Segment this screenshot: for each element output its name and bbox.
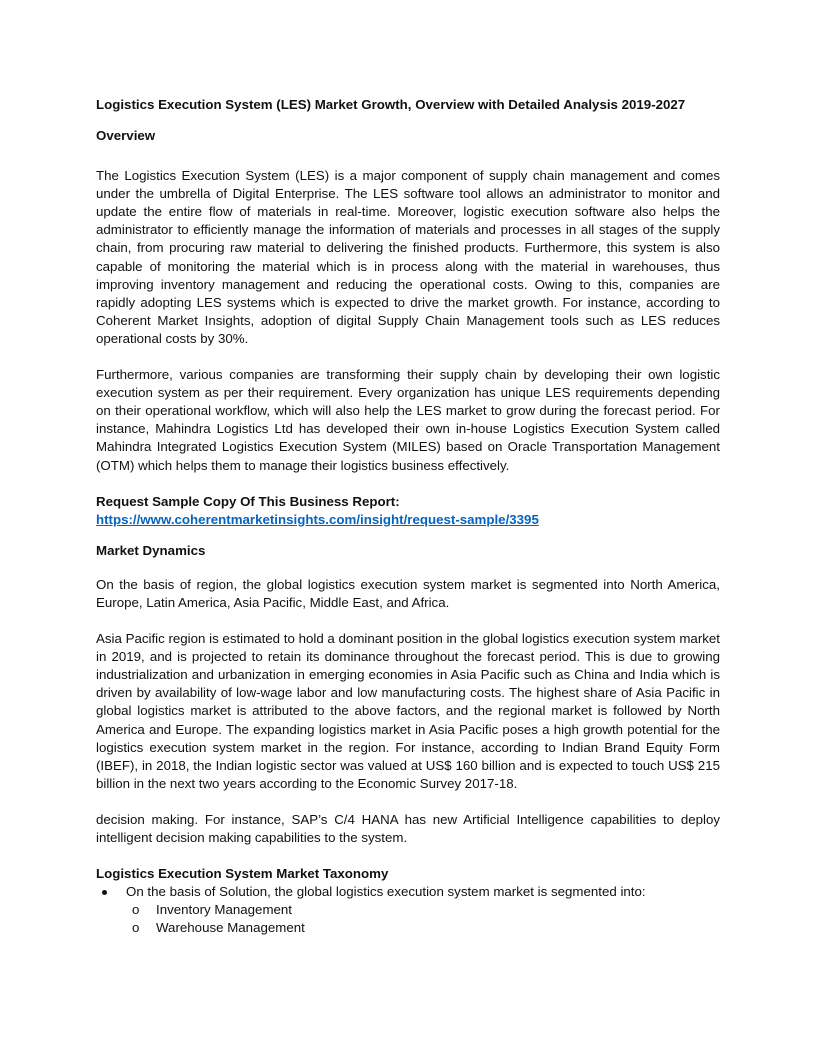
overview-paragraph-2: Furthermore, various companies are transforming their supply chain by developing their own logistic execution system as per their requirement. Every organization has unique LES requirements depending on their operational workflow, which will also help the LES market to grow during the forecast period. For instance, Mahindra Logistics Ltd has developed their own in-house Logistics Execution System called Mahindra Integrated Logistics Execution System (MILES) based on Oracle Transportation Management (OTM) which helps them to manage their logistics business effectively. [96, 367, 720, 473]
overview-heading: Overview [96, 128, 156, 143]
list-item [126, 901, 720, 919]
taxonomy-list [96, 883, 720, 937]
page-title: Logistics Execution System (LES) Market Growth, Overview with Detailed Analysis 2019-2027 [96, 97, 686, 112]
list-item [126, 919, 720, 937]
taxonomy-heading: Logistics Execution System Market Taxonomy [96, 866, 389, 882]
sub-bullet-icon: o [132, 920, 140, 936]
bullet-icon [102, 890, 107, 895]
request-sample-label: Request Sample Copy Of This Business Report: [96, 493, 400, 509]
market-dynamics-heading: Market Dynamics [96, 542, 206, 558]
taxonomy-sublist [126, 901, 720, 937]
market-dynamics-paragraph-1: On the basis of region, the global logistics execution system market is segmented into North America, Europe, Latin America, Asia Pacific, Middle East, and Africa. [96, 576, 720, 610]
overview-paragraph-1: The Logistics Execution System (LES) is a major component of supply chain management and comes under the umbrella of Digital Enterprise. The LES software tool allows an administrator to monitor and update the entire flow of materials in real-time. Moreover, logistic execution software also helps the administrator to efficiently manage the information of materials and processes in all stages of the supply chain, from procuring raw material to delivering the finished products. Furthermore, this system is also capable of monitoring the material which is in process along with the material in warehouses, thus improving inventory management and reducing the operational costs. Owing to this, companies are rapidly adopting LES systems which is expected to drive the market growth. For instance, according to Coherent Market Insights, adoption of digital Supply Chain Management tools such as LES reduces operational costs by 30%. [96, 168, 720, 346]
sub-item-warehouse: Warehouse Management [156, 920, 305, 936]
sub-bullet-icon: o [132, 902, 140, 918]
request-sample-link[interactable]: https://www.coherentmarketinsights.com/insight/request-sample/3395 [96, 511, 539, 527]
market-dynamics-paragraph-2: Asia Pacific region is estimated to hold a dominant position in the global logistics execution system market in 2019, and is projected to retain its dominance throughout the forecast period. This is due to growing industrialization and urbanization in emerging economies in Asia Pacific such as China and India which is driven by availability of low-wage labor and low manufacturing costs. The highest share of Asia Pacific in global logistics market is attributed to the above factors, and the regional market is followed by North America and Europe. The expanding logistics market in Asia Pacific poses a high growth potential for the logistics execution system market in the region. For instance, according to Indian Brand Equity Form (IBEF), in 2018, the Indian logistic sector was valued at US$ 160 billion and is expected to touch US$ 215 billion in the next two years according to the Economic Survey 2017-18. [96, 631, 720, 791]
market-dynamics-paragraph-3: decision making. For instance, SAP’s C/4 HANA has new Artificial Intelligence capabilities to deploy intelligent decision making capabilities to the system. [96, 811, 720, 845]
list-item [96, 883, 720, 937]
sub-item-inventory: Inventory Management [156, 902, 293, 918]
taxonomy-bullet-text: On the basis of Solution, the global logistics execution system market is segmented into: [126, 884, 646, 900]
document-page [96, 96, 720, 937]
